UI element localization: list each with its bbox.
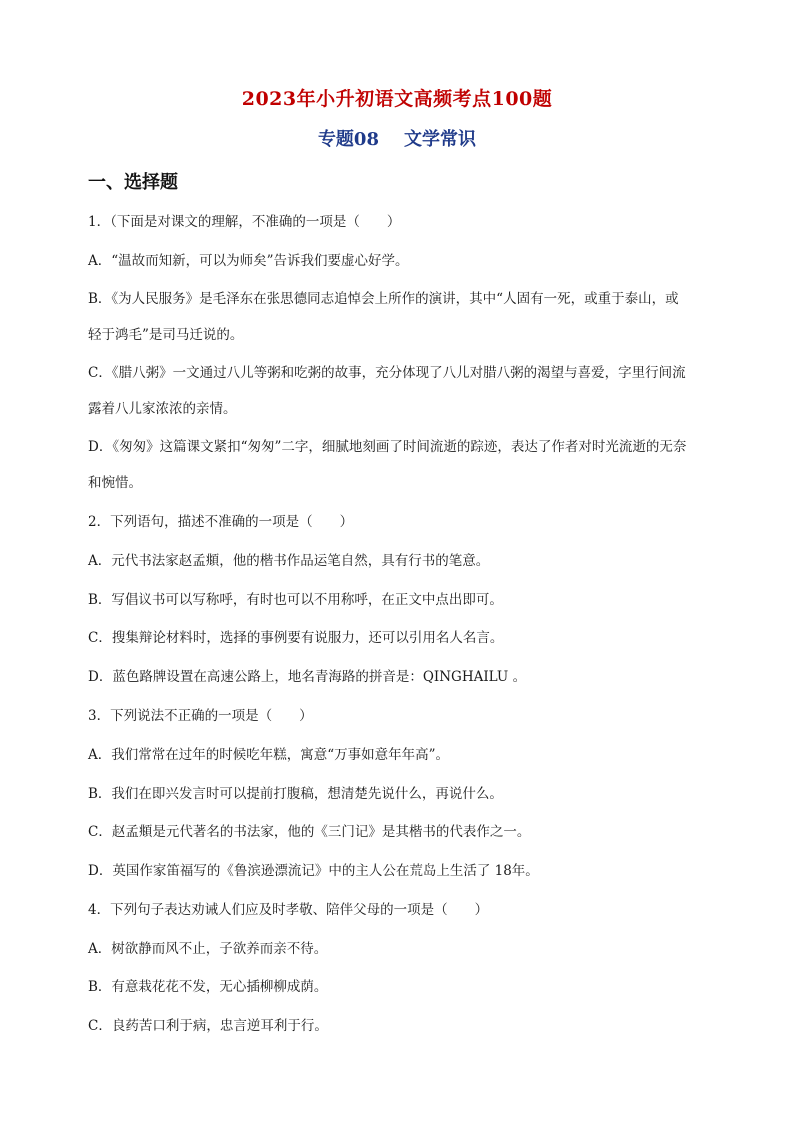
option-1c-continued: 露着八儿家浓浓的亲情。 <box>88 401 237 417</box>
question-stem-3: 3．下列说法不正确的一项是（ ） <box>88 708 313 724</box>
option-2c: C．搜集辩论材料时，选择的事例要有说服力，还可以引用名人名言。 <box>88 630 504 646</box>
option-1a: A．“温故而知新，可以为师矣”告诉我们要虚心好学。 <box>88 253 409 269</box>
option-1b: B．《为人民服务》是毛泽东在张思德同志追悼会上所作的演讲，其中“人固有一死，或重于泰山，或 <box>88 291 679 307</box>
option-2a: A．元代书法家赵孟頫，他的楷书作品运笔自然，具有行书的笔意。 <box>88 553 490 569</box>
question-stem-2: 2．下列语句，描述不准确的一项是（ ） <box>88 514 354 530</box>
option-4b: B．有意栽花花不发，无心插柳柳成荫。 <box>88 979 328 995</box>
question-stem-1: 1．（下面是对课文的理解，不准确的一项是（ ） <box>88 214 401 230</box>
option-2b: B．写倡议书可以写称呼，有时也可以不用称呼，在正文中点出即可。 <box>88 592 503 608</box>
question-stem-4: 4．下列句子表达劝诫人们应及时孝敬、陪伴父母的一项是（ ） <box>88 902 489 918</box>
option-1b-continued: 轻于鸿毛”是司马迁说的。 <box>88 327 244 343</box>
option-1c: C．《腊八粥》一文通过八儿等粥和吃粥的故事，充分体现了八儿对腊八粥的渴望与喜爱，字里行间流 <box>88 365 686 381</box>
section-heading: 一、选择题 <box>88 172 178 193</box>
option-3a: A．我们常常在过年的时候吃年糕，寓意“万事如意年年高”。 <box>88 747 450 763</box>
option-3d: D．英国作家笛福写的《鲁滨逊漂流记》中的主人公在荒岛上生活了 18年。 <box>88 863 539 879</box>
page-title: 2023年小升初语文高频考点100题 <box>241 88 553 110</box>
option-4c: C．良药苦口利于病，忠言逆耳利于行。 <box>88 1018 328 1034</box>
option-2d: D．蓝色路牌设置在高速公路上，地名青海路的拼音是：QINGHAILU 。 <box>88 669 527 685</box>
option-1d-continued: 和惋惜。 <box>88 475 142 491</box>
option-3b: B．我们在即兴发言时可以提前打腹稿，想清楚先说什么，再说什么。 <box>88 786 503 802</box>
option-4a: A．树欲静而风不止，子欲养而亲不待。 <box>88 941 328 957</box>
page-subtitle: 专题08 文学常识 <box>317 129 477 150</box>
option-1d: D．《匆匆》这篇课文紧扣“匆匆”二字，细腻地刻画了时间流逝的踪迹，表达了作者对时光流逝的无奈 <box>88 439 687 455</box>
option-3c: C．赵孟頫是元代著名的书法家，他的《三门记》是其楷书的代表作之一。 <box>88 824 531 840</box>
